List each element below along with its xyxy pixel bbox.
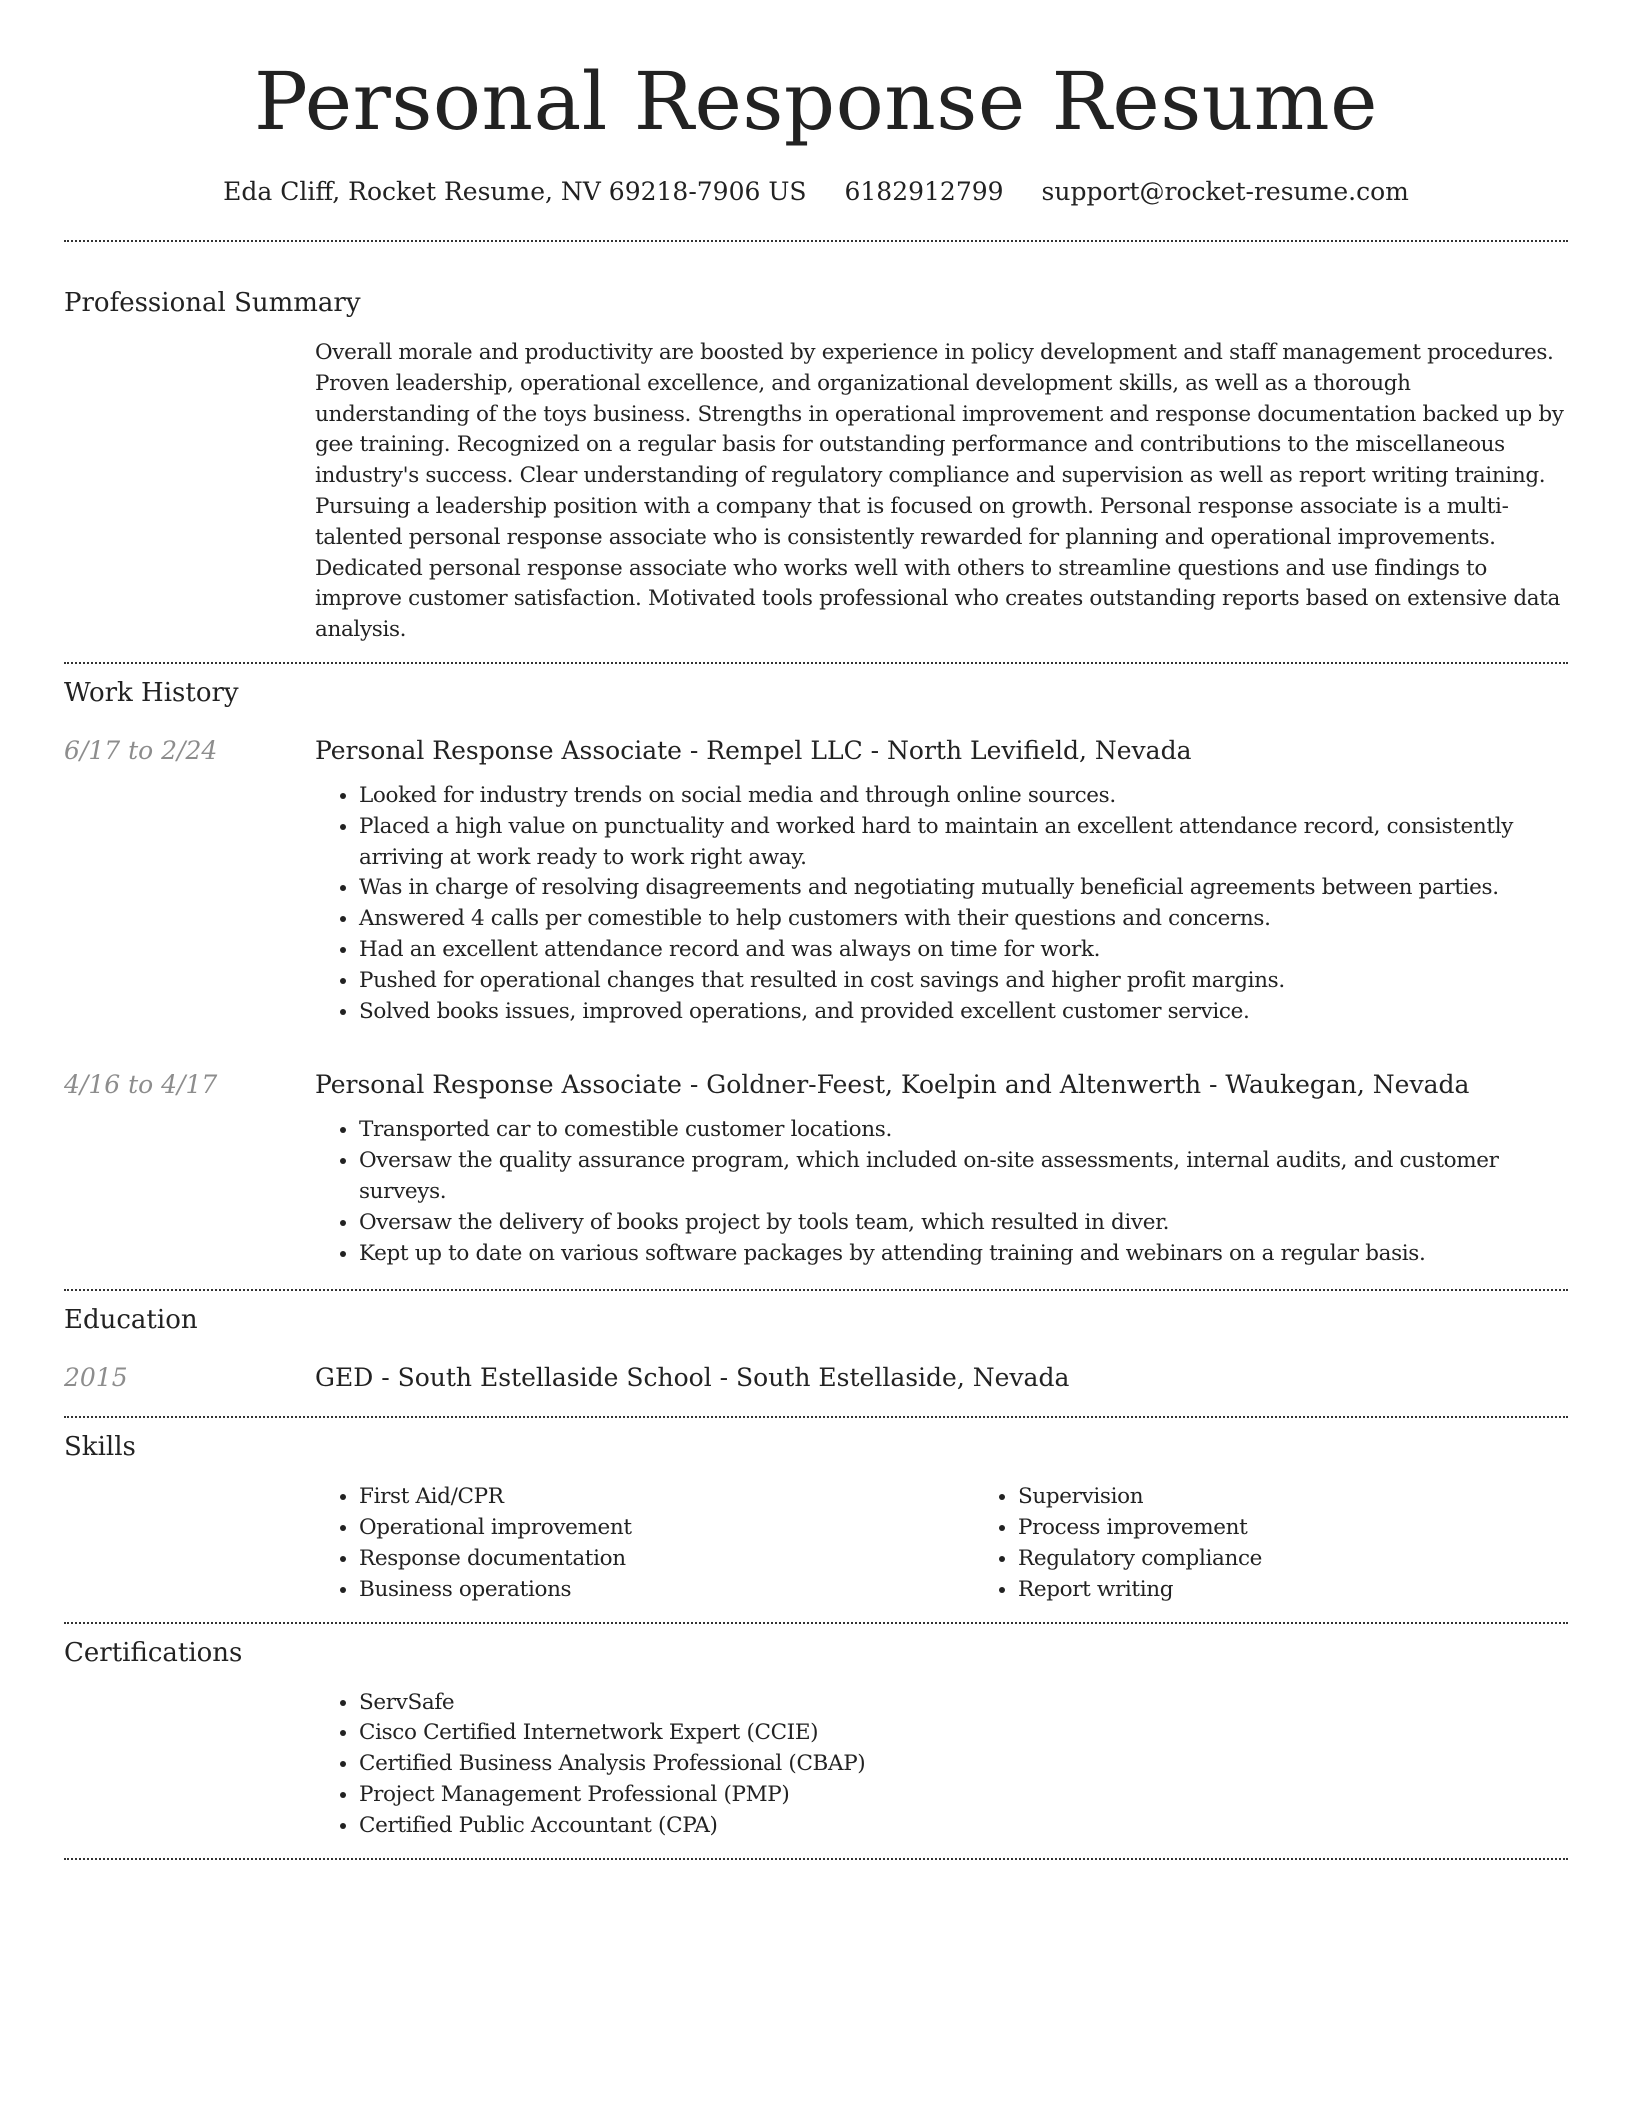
work-history-heading: Work History [64,677,239,708]
divider [64,1858,1568,1860]
list-item: • Operational improvement [359,1513,974,1544]
list-item: • Supervision [1018,1482,1632,1513]
certifications-list [315,1688,1568,1842]
contact-line [64,174,1568,210]
list-item: • First Aid/CPR [359,1482,974,1513]
job-title: Personal Response Associate - Goldner-Feest, Koelpin and Altenwerth - Waukegan, Nevada [315,1070,1470,1100]
divider [64,240,1568,242]
job-title: Personal Response Associate - Rempel LLC - North Levifield, Nevada [315,735,1192,765]
skills-heading: Skills [64,1432,136,1463]
certifications-heading: Certifications [64,1637,243,1668]
job-dates: 4/16 to 4/17 [64,1070,218,1100]
divider [64,1416,1568,1418]
job-bullets [315,1115,1568,1269]
list-item: • Transported car to comestible customer locations. [359,1115,1568,1146]
list-item: • Oversaw the quality assurance program, which included on-site assessments, internal audits, and customer surveys. [359,1146,1568,1208]
education-year: 2015 [64,1363,128,1393]
list-item: • Process improvement [1018,1513,1632,1544]
list-item: • Oversaw the delivery of books project by tools team, which resulted in diver. [359,1208,1568,1239]
education-section [64,1302,1568,1396]
job-dates: 6/17 to 2/24 [64,735,218,765]
work-history-section [64,675,1568,1269]
certifications-section [64,1635,1568,1842]
list-item: • Had an excellent attendance record and was always on time for work. [359,935,1568,966]
list-item: • Certified Public Accountant (CPA) [359,1811,1568,1842]
resume-page [64,0,1568,1860]
list-item: • ServSafe [359,1688,1568,1719]
contact-email: support@rocket-resume.com [1041,177,1409,206]
education-heading: Education [64,1305,198,1336]
list-item: • Project Management Professional (PMP) [359,1780,1568,1811]
education-entry: GED - South Estellaside School - South Estellaside, Nevada [315,1363,1070,1393]
list-item: • Business operations [359,1575,974,1606]
divider [64,1622,1568,1624]
divider [64,662,1568,664]
list-item: • Looked for industry trends on social media and through online sources. [359,781,1568,812]
list-item: • Response documentation [359,1544,974,1575]
skills-list-left [315,1482,974,1605]
job-entry [64,733,1568,1027]
summary-heading: Professional Summary [64,288,361,318]
divider [64,1289,1568,1291]
list-item: • Answered 4 calls per comestible to help customers with their questions and concerns. [359,904,1568,935]
job-entry [64,1067,1568,1269]
skills-list-right [974,1482,1632,1605]
list-item: • Report writing [1018,1575,1632,1606]
list-item: • Certified Business Analysis Professional (CBAP) [359,1749,1568,1780]
list-item: • Placed a high value on punctuality and worked hard to maintain an excellent attendance record, consistently arriving at work ready to work right away. [359,812,1568,874]
job-bullets [315,781,1568,1027]
list-item: • Was in charge of resolving disagreements and negotiating mutually beneficial agreements between parties. [359,873,1568,904]
contact-address: Eda Cliff, Rocket Resume, NV 69218-7906 US [223,177,807,206]
summary-text: Overall morale and productivity are boosted by experience in policy development and staff management procedures. Proven leadership, operational excellence, and organizational development skills, as well as a thorough understanding of the toys business. Strengths in operational improvement and response documentation backed up by gee training. Recognized on a regular basis for outstanding performance and contributions to the miscellaneous industry's success. Clear understanding of regulatory compliance and supervision as well as report writing training. Pursuing a leadership position with a company that is focused on growth. Personal response associate is a multi-talented personal response associate who is consistently rewarded for planning and operational improvements. Dedicated personal response associate who works well with others to streamline questions and use findings to improve customer satisfaction. Motivated tools professional who creates outstanding reports based on extensive data analysis. [315,340,1564,643]
list-item: • Cisco Certified Internetwork Expert (CCIE) [359,1718,1568,1749]
summary-section [64,285,1568,646]
list-item: • Regulatory compliance [1018,1544,1632,1575]
contact-phone: 6182912799 [844,177,1004,206]
skills-section [64,1429,1568,1605]
list-item: • Solved books issues, improved operations, and provided excellent customer service. [359,997,1568,1028]
resume-title: Personal Response Resume [254,55,1378,148]
list-item: • Pushed for operational changes that resulted in cost savings and higher profit margins. [359,966,1568,997]
list-item: • Kept up to date on various software packages by attending training and webinars on a regular basis. [359,1239,1568,1270]
